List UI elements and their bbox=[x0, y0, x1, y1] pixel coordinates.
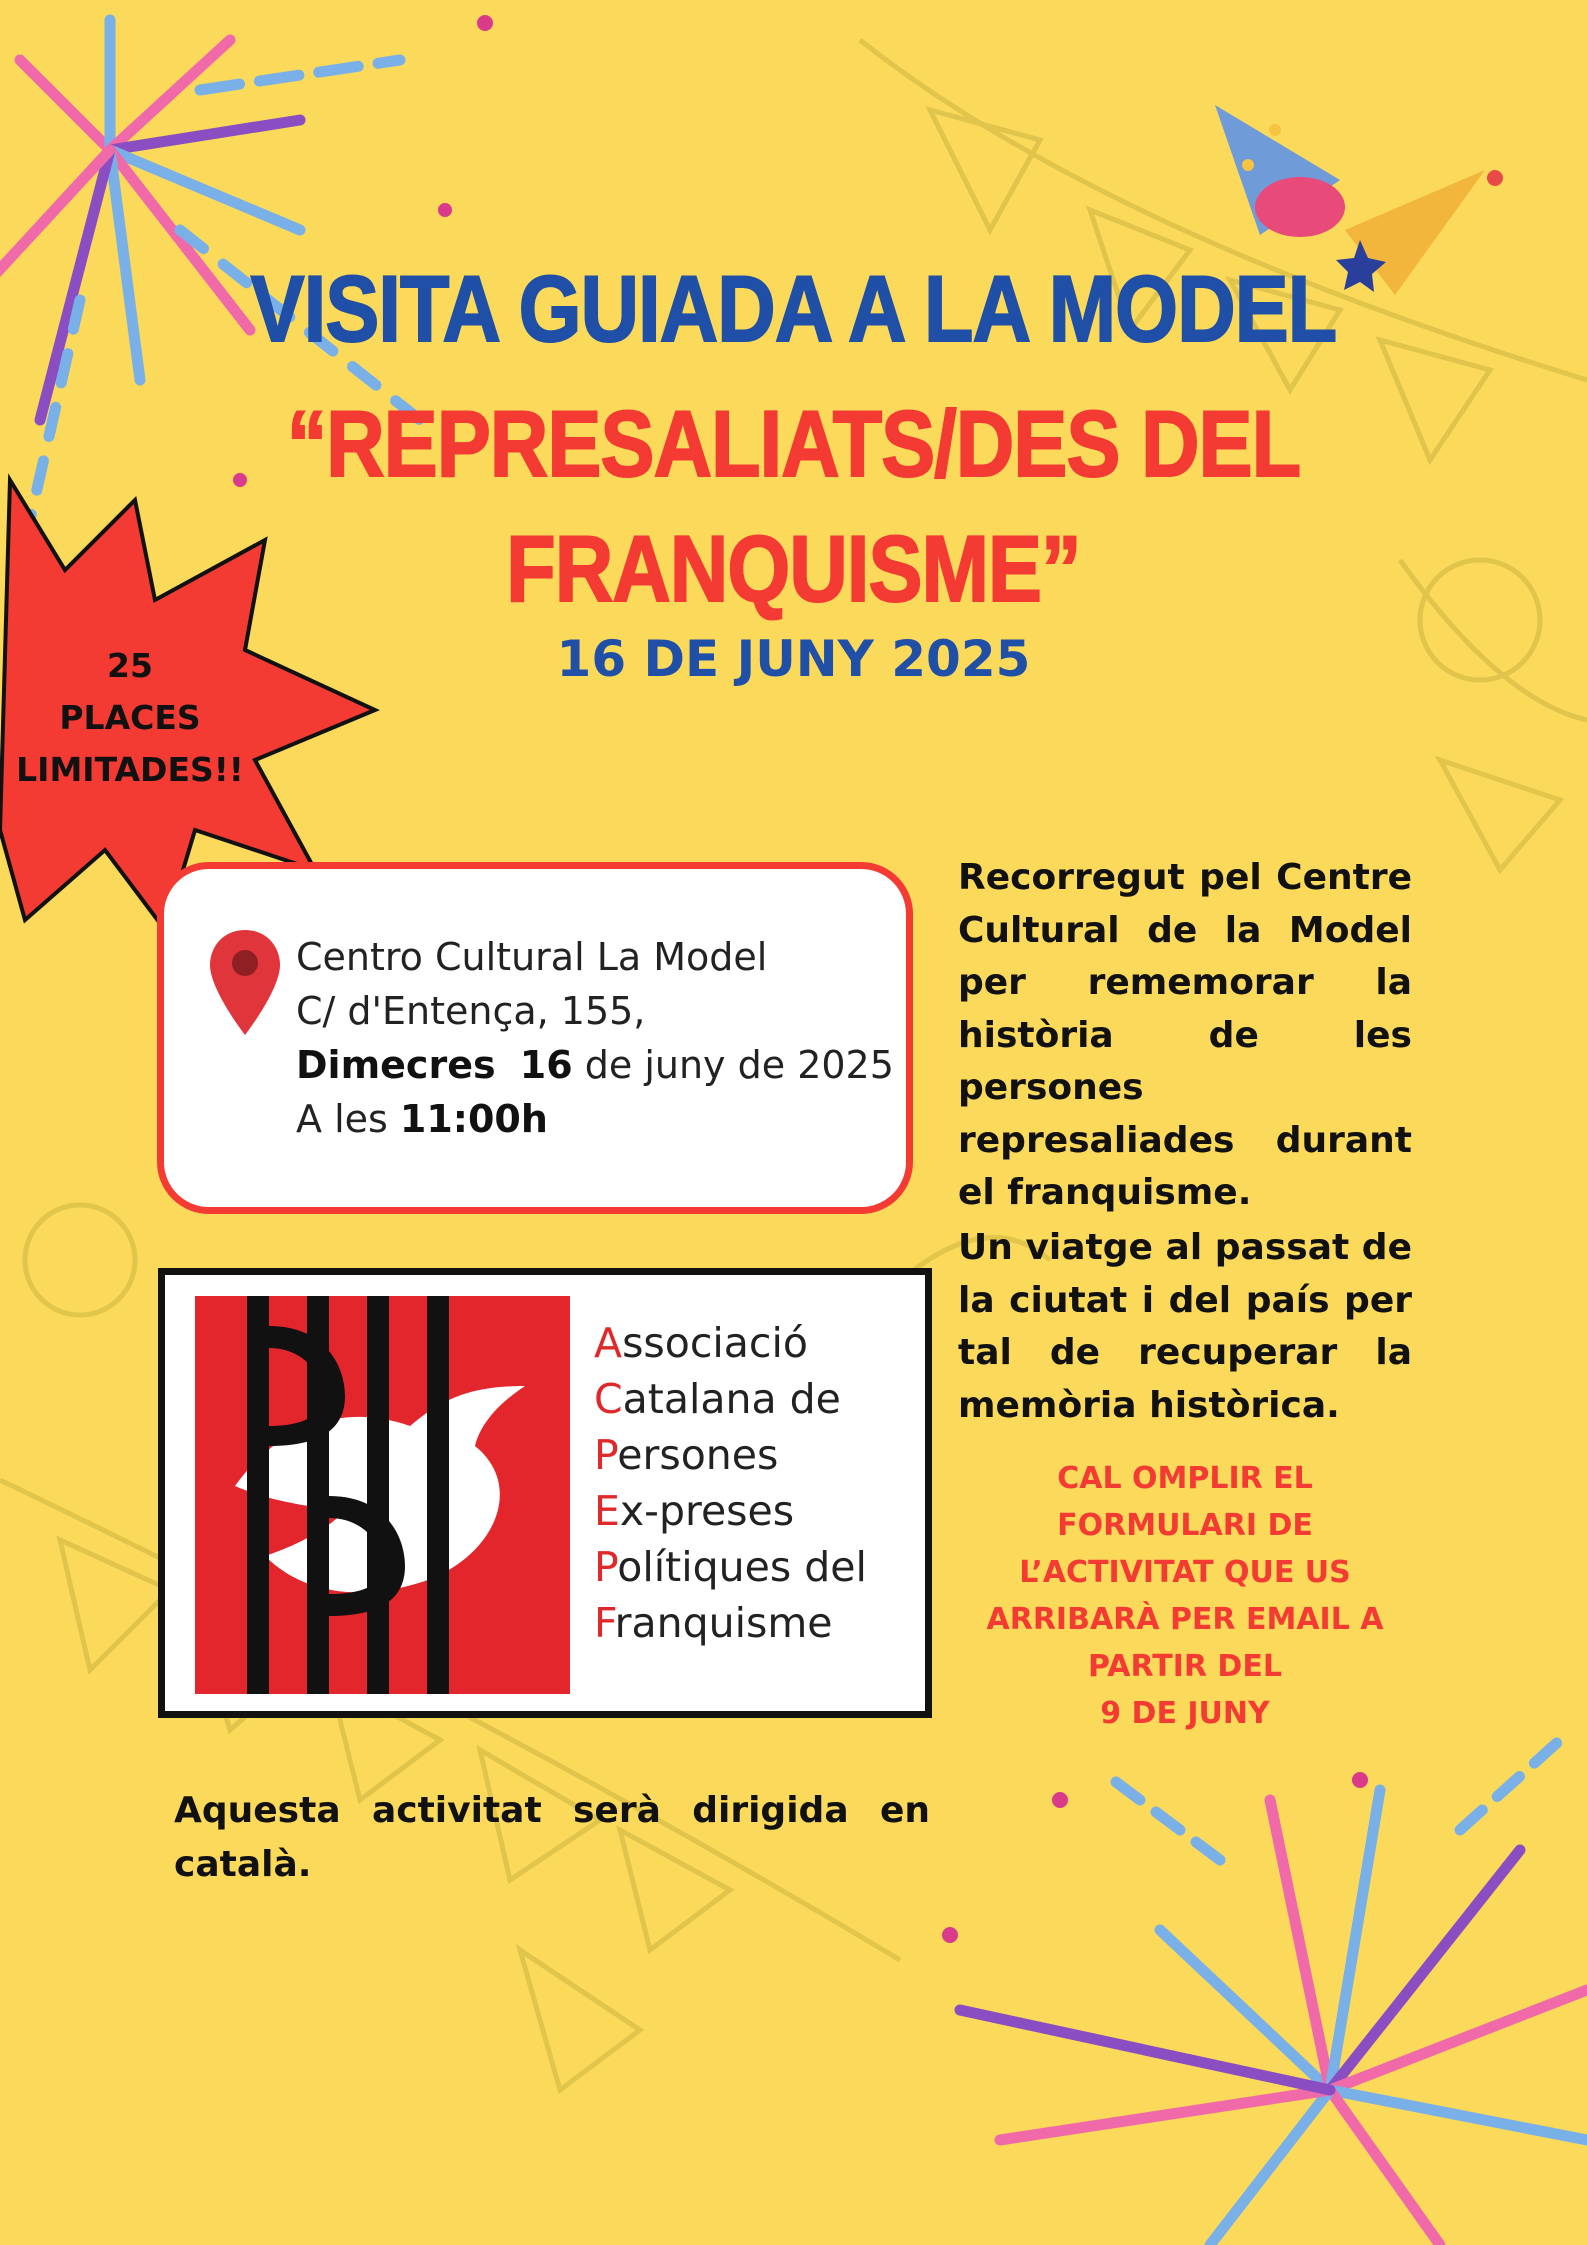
notice-line-6: 9 DE JUNY bbox=[1100, 1696, 1270, 1731]
logo-line-6: Franquisme bbox=[594, 1599, 833, 1647]
title-line-1: VISITA GUIADA A LA MODEL bbox=[250, 256, 1337, 361]
notice-line-4: ARRIBARÀ PER EMAIL A bbox=[986, 1602, 1384, 1637]
logo-line-4: Ex-preses bbox=[594, 1487, 795, 1535]
badge-line-1: 25 bbox=[107, 646, 153, 685]
month-year: de juny de 2025 bbox=[584, 1043, 894, 1087]
time-prefix: A les bbox=[296, 1097, 388, 1141]
logo-line-3: Persones bbox=[594, 1431, 779, 1479]
venue-address: C/ d'Entença, 155, bbox=[296, 989, 646, 1033]
description-paragraph-1: Recorregut pel Centre Cultural de la Model per rememorar la història de les persones represaliades durant el franquisme. bbox=[958, 857, 1412, 1213]
badge-line-3: LIMITADES!! bbox=[16, 750, 244, 789]
event-time bbox=[296, 1092, 906, 1146]
event-date: 16 DE JUNY 2025 bbox=[556, 630, 1031, 688]
notice-line-5: PARTIR DEL bbox=[1088, 1649, 1282, 1684]
time-value: 11:00h bbox=[399, 1097, 548, 1141]
language-note: Aquesta activitat serà dirigida en català. bbox=[174, 1790, 930, 1885]
badge-line-2: PLACES bbox=[59, 698, 201, 737]
association-name bbox=[594, 1315, 867, 1651]
map-pin-icon bbox=[205, 925, 285, 1040]
event-info-lines bbox=[296, 930, 906, 1146]
notice-line-3: L’ACTIVITAT QUE US bbox=[1019, 1555, 1351, 1590]
title-line-3: FRANQUISME” bbox=[506, 516, 1081, 621]
weekday: Dimecres bbox=[296, 1043, 496, 1087]
title-line-2: “REPRESALIATS/DES DEL bbox=[286, 391, 1301, 496]
logo-line-5: Polítiques del bbox=[594, 1543, 867, 1591]
description-paragraph-2: Un viatge al passat de la ciutat i del país per tal de recuperar la memòria històrica. bbox=[958, 1227, 1412, 1426]
fireworks-icon bbox=[942, 1740, 1587, 2245]
logo-line-1: Associació bbox=[594, 1319, 808, 1367]
places-badge bbox=[0, 640, 260, 796]
notice-line-1: CAL OMPLIR EL bbox=[1057, 1461, 1313, 1496]
registration-notice bbox=[960, 1455, 1410, 1737]
venue-name: Centro Cultural La Model bbox=[296, 935, 768, 979]
logo-line-2: Catalana de bbox=[594, 1375, 841, 1423]
notice-line-2: FORMULARI DE bbox=[1057, 1508, 1313, 1543]
event-day bbox=[296, 1038, 906, 1092]
day-number: 16 bbox=[519, 1043, 573, 1087]
dove-prison-logo-icon bbox=[195, 1296, 570, 1694]
